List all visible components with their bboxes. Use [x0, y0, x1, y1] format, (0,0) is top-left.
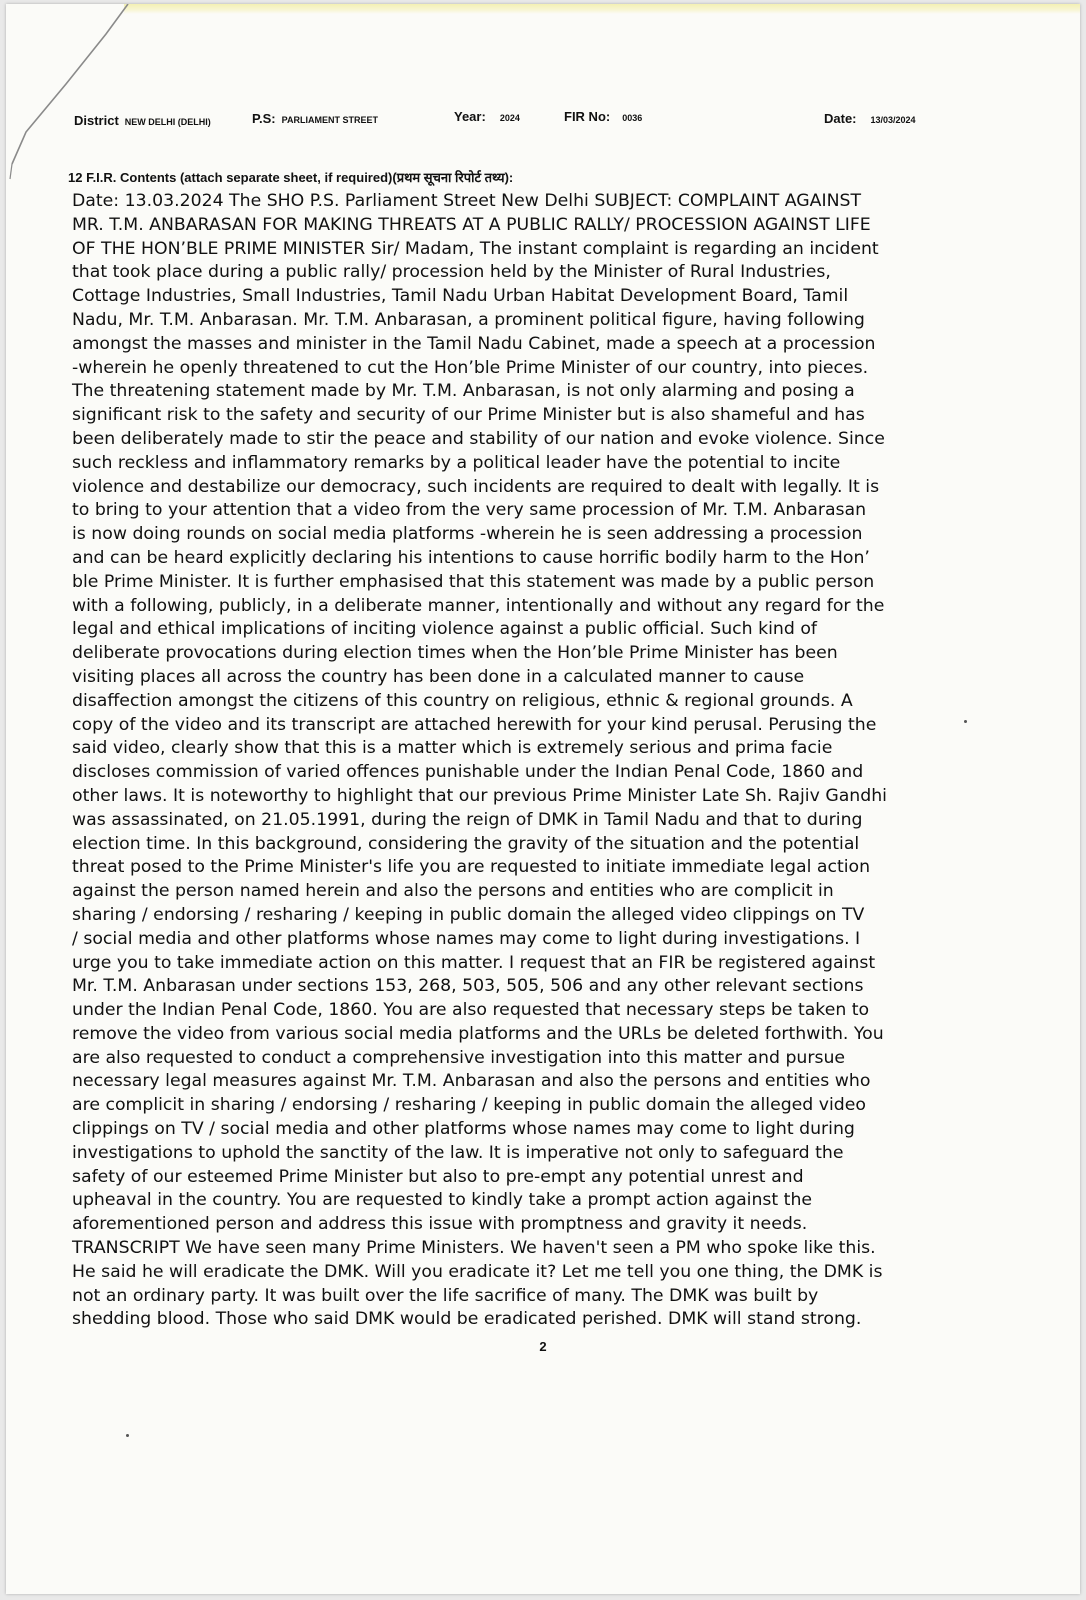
body-line: MR. T.M. ANBARASAN FOR MAKING THREATS AT A PUBLIC RALLY/ PROCESSION AGAINST LIFE [72, 214, 871, 235]
body-line: violence and destabilize our democracy, such incidents are required to dealt with legally. It is [72, 476, 880, 497]
police-station-label: P.S: [252, 111, 276, 126]
body-line: upheaval in the country. You are requested to kindly take a prompt action against the [72, 1190, 813, 1211]
body-line: amongst the masses and minister in the Tamil Nadu Cabinet, made a speech at a procession [72, 333, 876, 354]
year-field [454, 108, 520, 126]
scan-speck [126, 1434, 129, 1437]
body-line: election time. In this background, considering the gravity of the situation and the potential [72, 833, 860, 854]
body-line: was assassinated, on 21.05.1991, during the reign of DMK in Tamil Nadu and that to during [72, 809, 863, 830]
body-line: threat posed to the Prime Minister's life you are requested to initiate immediate legal action [72, 857, 871, 878]
body-line: Nadu, Mr. T.M. Anbarasan. Mr. T.M. Anbarasan, a prominent political figure, having following [72, 309, 865, 330]
body-line: is now doing rounds on social media platforms -wherein he is seen addressing a procession [72, 524, 863, 545]
body-line: with a following, publicly, in a deliberate manner, intentionally and without any regard for the [72, 595, 885, 616]
body-line: Cottage Industries, Small Industries, Tamil Nadu Urban Habitat Development Board, Tamil [72, 286, 849, 307]
complaint-body [72, 190, 998, 1332]
fir-number-label: FIR No: [564, 109, 611, 124]
body-line: remove the video from various social media platforms and the URLs be deleted forthwith. You [72, 1023, 884, 1044]
body-line: discloses commission of varied offences punishable under the Indian Penal Code, 1860 and [72, 762, 864, 783]
body-line: ble Prime Minister. It is further emphasised that this statement was made by a public person [72, 571, 875, 592]
body-line: copy of the video and its transcript are attached herewith for your kind perusal. Perusing the [72, 714, 877, 735]
body-line: under the Indian Penal Code, 1860. You are also requested that necessary steps be taken to [72, 1000, 870, 1021]
body-line: Date: 13.03.2024 The SHO P.S. Parliament Street New Delhi SUBJECT: COMPLAINT AGAINST [72, 191, 862, 211]
body-line: against the person named herein and also the persons and entities who are complicit in [72, 881, 834, 902]
body-line: necessary legal measures against Mr. T.M. Anbarasan and also the persons and entities who [72, 1071, 871, 1092]
fir-number-value: 0036 [622, 113, 643, 123]
body-line: are also requested to conduct a comprehensive investigation into this matter and pursue [72, 1047, 846, 1068]
body-line: aforementioned person and address this issue with promptness and gravity it needs. [72, 1214, 808, 1235]
document-page [6, 4, 1080, 1594]
body-line: are complicit in sharing / endorsing / resharing / keeping in public domain the alleged video [72, 1095, 866, 1116]
body-line: not an ordinary party. It was built over the life sacrifice of many. The DMK was built by [72, 1285, 819, 1306]
year-label: Year: [454, 109, 486, 124]
fir-header [74, 108, 954, 132]
body-line: urge you to take immediate action on this matter. I request that an FIR be registered against [72, 952, 876, 973]
police-station-value: PARLIAMENT STREET [281, 115, 378, 125]
folded-corner-mark [6, 4, 146, 184]
body-line: visiting places all across the country has been done in a calculated manner to cause [72, 666, 805, 687]
district-field [74, 112, 211, 130]
body-line: said video, clearly show that this is a matter which is extremely serious and prima facie [72, 738, 833, 759]
body-line: significant risk to the safety and security of our Prime Minister but is also shameful and has [72, 405, 865, 426]
body-line: shedding blood. Those who said DMK would be eradicated perished. DMK will stand strong. [72, 1309, 862, 1330]
fir-number-field [564, 108, 642, 126]
body-line: TRANSCRIPT We have seen many Prime Ministers. We haven't seen a PM who spoke like this. [72, 1238, 876, 1259]
body-line: deliberate provocations during election times when the Hon’ble Prime Minister has been [72, 643, 838, 664]
district-label: District [74, 113, 119, 128]
fir-contents-heading: 12 F.I.R. Contents (attach separate sheet, if required)(प्रथम सूचना रिपोर्ट तथ्य): [68, 170, 514, 185]
date-label: Date: [824, 111, 857, 126]
date-field [824, 110, 916, 128]
police-station-field [252, 110, 378, 128]
scan-speck [964, 720, 967, 723]
body-line: to bring to your attention that a video from the very same procession of Mr. T.M. Anbarasan [72, 500, 867, 521]
body-line: He said he will eradicate the DMK. Will you eradicate it? Let me tell you one thing, the DMK is [72, 1261, 883, 1282]
body-line: such reckless and inflammatory remarks by a political leader have the potential to incite [72, 452, 841, 473]
body-line: that took place during a public rally/ procession held by the Minister of Rural Industries, [72, 262, 831, 283]
body-line: OF THE HON’BLE PRIME MINISTER Sir/ Madam, The instant complaint is regarding an incident [72, 238, 879, 259]
body-line: investigations to uphold the sanctity of the law. It is imperative not only to safeguard the [72, 1142, 844, 1163]
body-line: sharing / endorsing / resharing / keeping in public domain the alleged video clippings on TV [72, 904, 865, 925]
body-line: safety of our esteemed Prime Minister but also to pre-empt any potential unrest and [72, 1166, 804, 1187]
year-value: 2024 [499, 113, 520, 123]
body-line: other laws. It is noteworthy to highlight that our previous Prime Minister Late Sh. Rajiv Gandhi [72, 785, 887, 806]
body-line: Mr. T.M. Anbarasan under sections 153, 268, 503, 505, 506 and any other relevant sections [72, 976, 864, 997]
page-number: 2 [539, 1339, 547, 1354]
district-value: NEW DELHI (DELHI) [124, 117, 211, 127]
body-line: / social media and other platforms whose names may come to light during investigations. I [72, 928, 861, 949]
body-line: The threatening statement made by Mr. T.M. Anbarasan, is not only alarming and posing a [72, 381, 855, 402]
body-line: disaffection amongst the citizens of this country on religious, ethnic & regional grounds. A [72, 690, 853, 711]
date-value: 13/03/2024 [870, 115, 916, 125]
body-line: been deliberately made to stir the peace and stability of our nation and evoke violence. Since [72, 428, 885, 449]
body-line: clippings on TV / social media and other platforms whose names may come to light during [72, 1119, 855, 1140]
body-line: legal and ethical implications of inciting violence against a public official. Such kind of [72, 619, 818, 640]
scan-edge-highlight [124, 4, 1080, 14]
body-line: -wherein he openly threatened to cut the Hon’ble Prime Minister of our country, into pieces. [72, 357, 869, 378]
body-line: and can be heard explicitly declaring his intentions to cause horrific bodily harm to the Hon’ [72, 547, 870, 568]
